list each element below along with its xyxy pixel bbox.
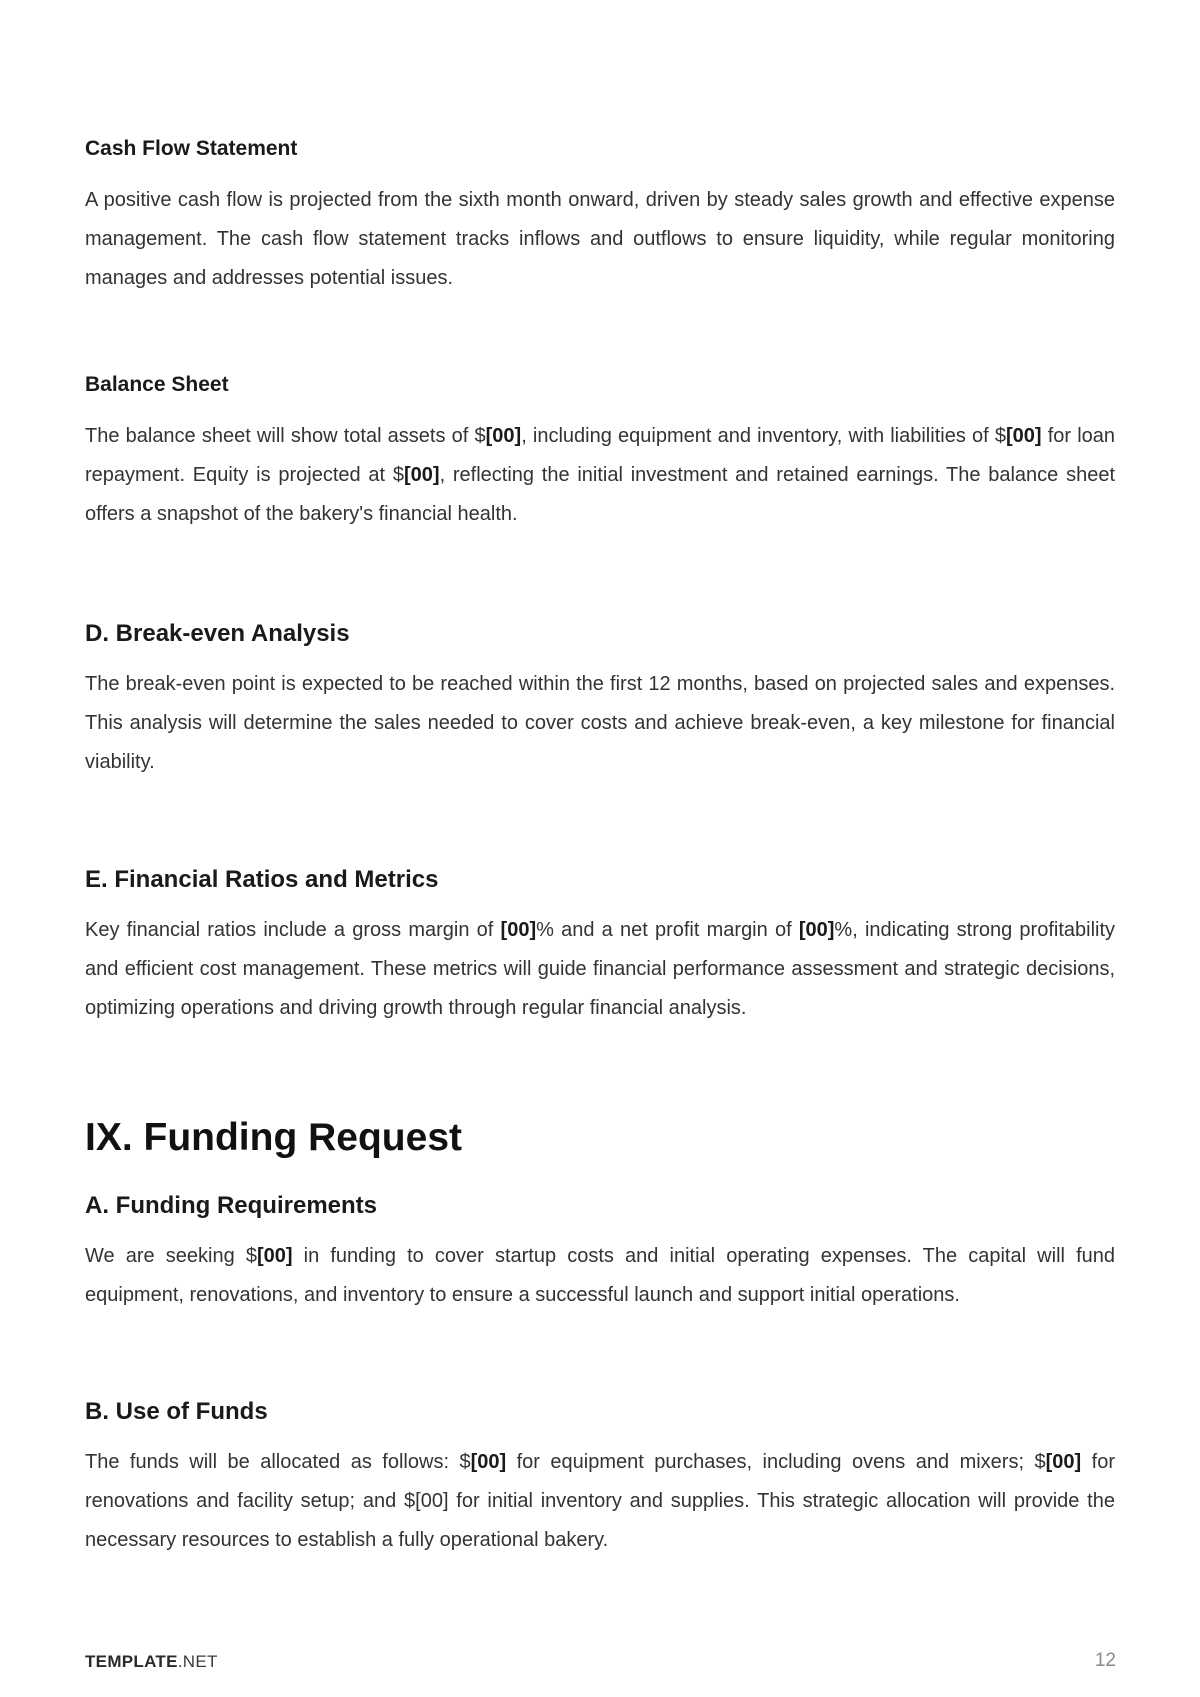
page-number: 12 bbox=[1094, 1650, 1116, 1671]
placeholder-value: [00] bbox=[256, 1245, 293, 1267]
cash-flow-paragraph: A positive cash flow is projected from the sixth month onward, driven by steady sales growth and effective expense management. The cash flow statement tracks inflows and outflows to ensure liquidity, while regular monitoring manages and addresses potential issues. bbox=[85, 189, 1115, 289]
break-even-paragraph: The break-even point is expected to be reached within the first 12 months, based on projected sales and expenses. This analysis will determine the sales needed to cover costs and achieve break-even, a key milestone for financial viability. bbox=[85, 673, 1115, 773]
balance-sheet-heading: Balance Sheet bbox=[85, 373, 229, 396]
use-of-funds-heading: B. Use of Funds bbox=[85, 1398, 268, 1425]
financial-ratios-heading: E. Financial Ratios and Metrics bbox=[85, 866, 439, 893]
placeholder-value: [00] bbox=[1045, 1451, 1082, 1473]
cash-flow-heading: Cash Flow Statement bbox=[85, 137, 298, 160]
placeholder-value: [00] bbox=[500, 919, 537, 941]
placeholder-value: [00] bbox=[470, 1451, 507, 1473]
template-net-logo: TEMPLATE.NET bbox=[85, 1652, 218, 1671]
placeholder-value: [00] bbox=[403, 464, 440, 486]
funding-requirements-heading: A. Funding Requirements bbox=[85, 1192, 378, 1219]
funding-request-title: IX. Funding Request bbox=[85, 1116, 462, 1159]
financial-ratios-paragraph: Key financial ratios include a gross margin of [00]% and a net profit margin of [00]%, indicating strong profitability and efficient cost management. These metrics will guide financial performance assessment and strategic decisions, optimizing operations and driving growth through regular financial analysis. bbox=[85, 919, 1116, 1019]
funding-requirements-paragraph: We are seeking $[00] in funding to cover startup costs and initial operating expenses. The capital will fund equipment, renovations, and inventory to ensure a successful launch and support initial operations. bbox=[85, 1245, 1116, 1306]
placeholder-value: [00] bbox=[485, 425, 522, 447]
placeholder-value: [00] bbox=[1005, 425, 1042, 447]
break-even-heading: D. Break-even Analysis bbox=[85, 620, 350, 647]
placeholder-value: [00] bbox=[798, 919, 835, 941]
use-of-funds-paragraph: The funds will be allocated as follows: $[00] for equipment purchases, including ovens and mixers; $[00] for renovations and facility setup; and $[00] for initial inventory and supplies. This strategic allocation will provide the necessary resources to establish a fully operational bakery. bbox=[85, 1451, 1115, 1551]
balance-sheet-paragraph: The balance sheet will show total assets of $[00], including equipment and inventory, with liabilities of $[00] for loan repayment. Equity is projected at $[00], reflecting the initial investment and retained earnings. The balance sheet offers a snapshot of the bakery's financial health. bbox=[85, 425, 1116, 525]
